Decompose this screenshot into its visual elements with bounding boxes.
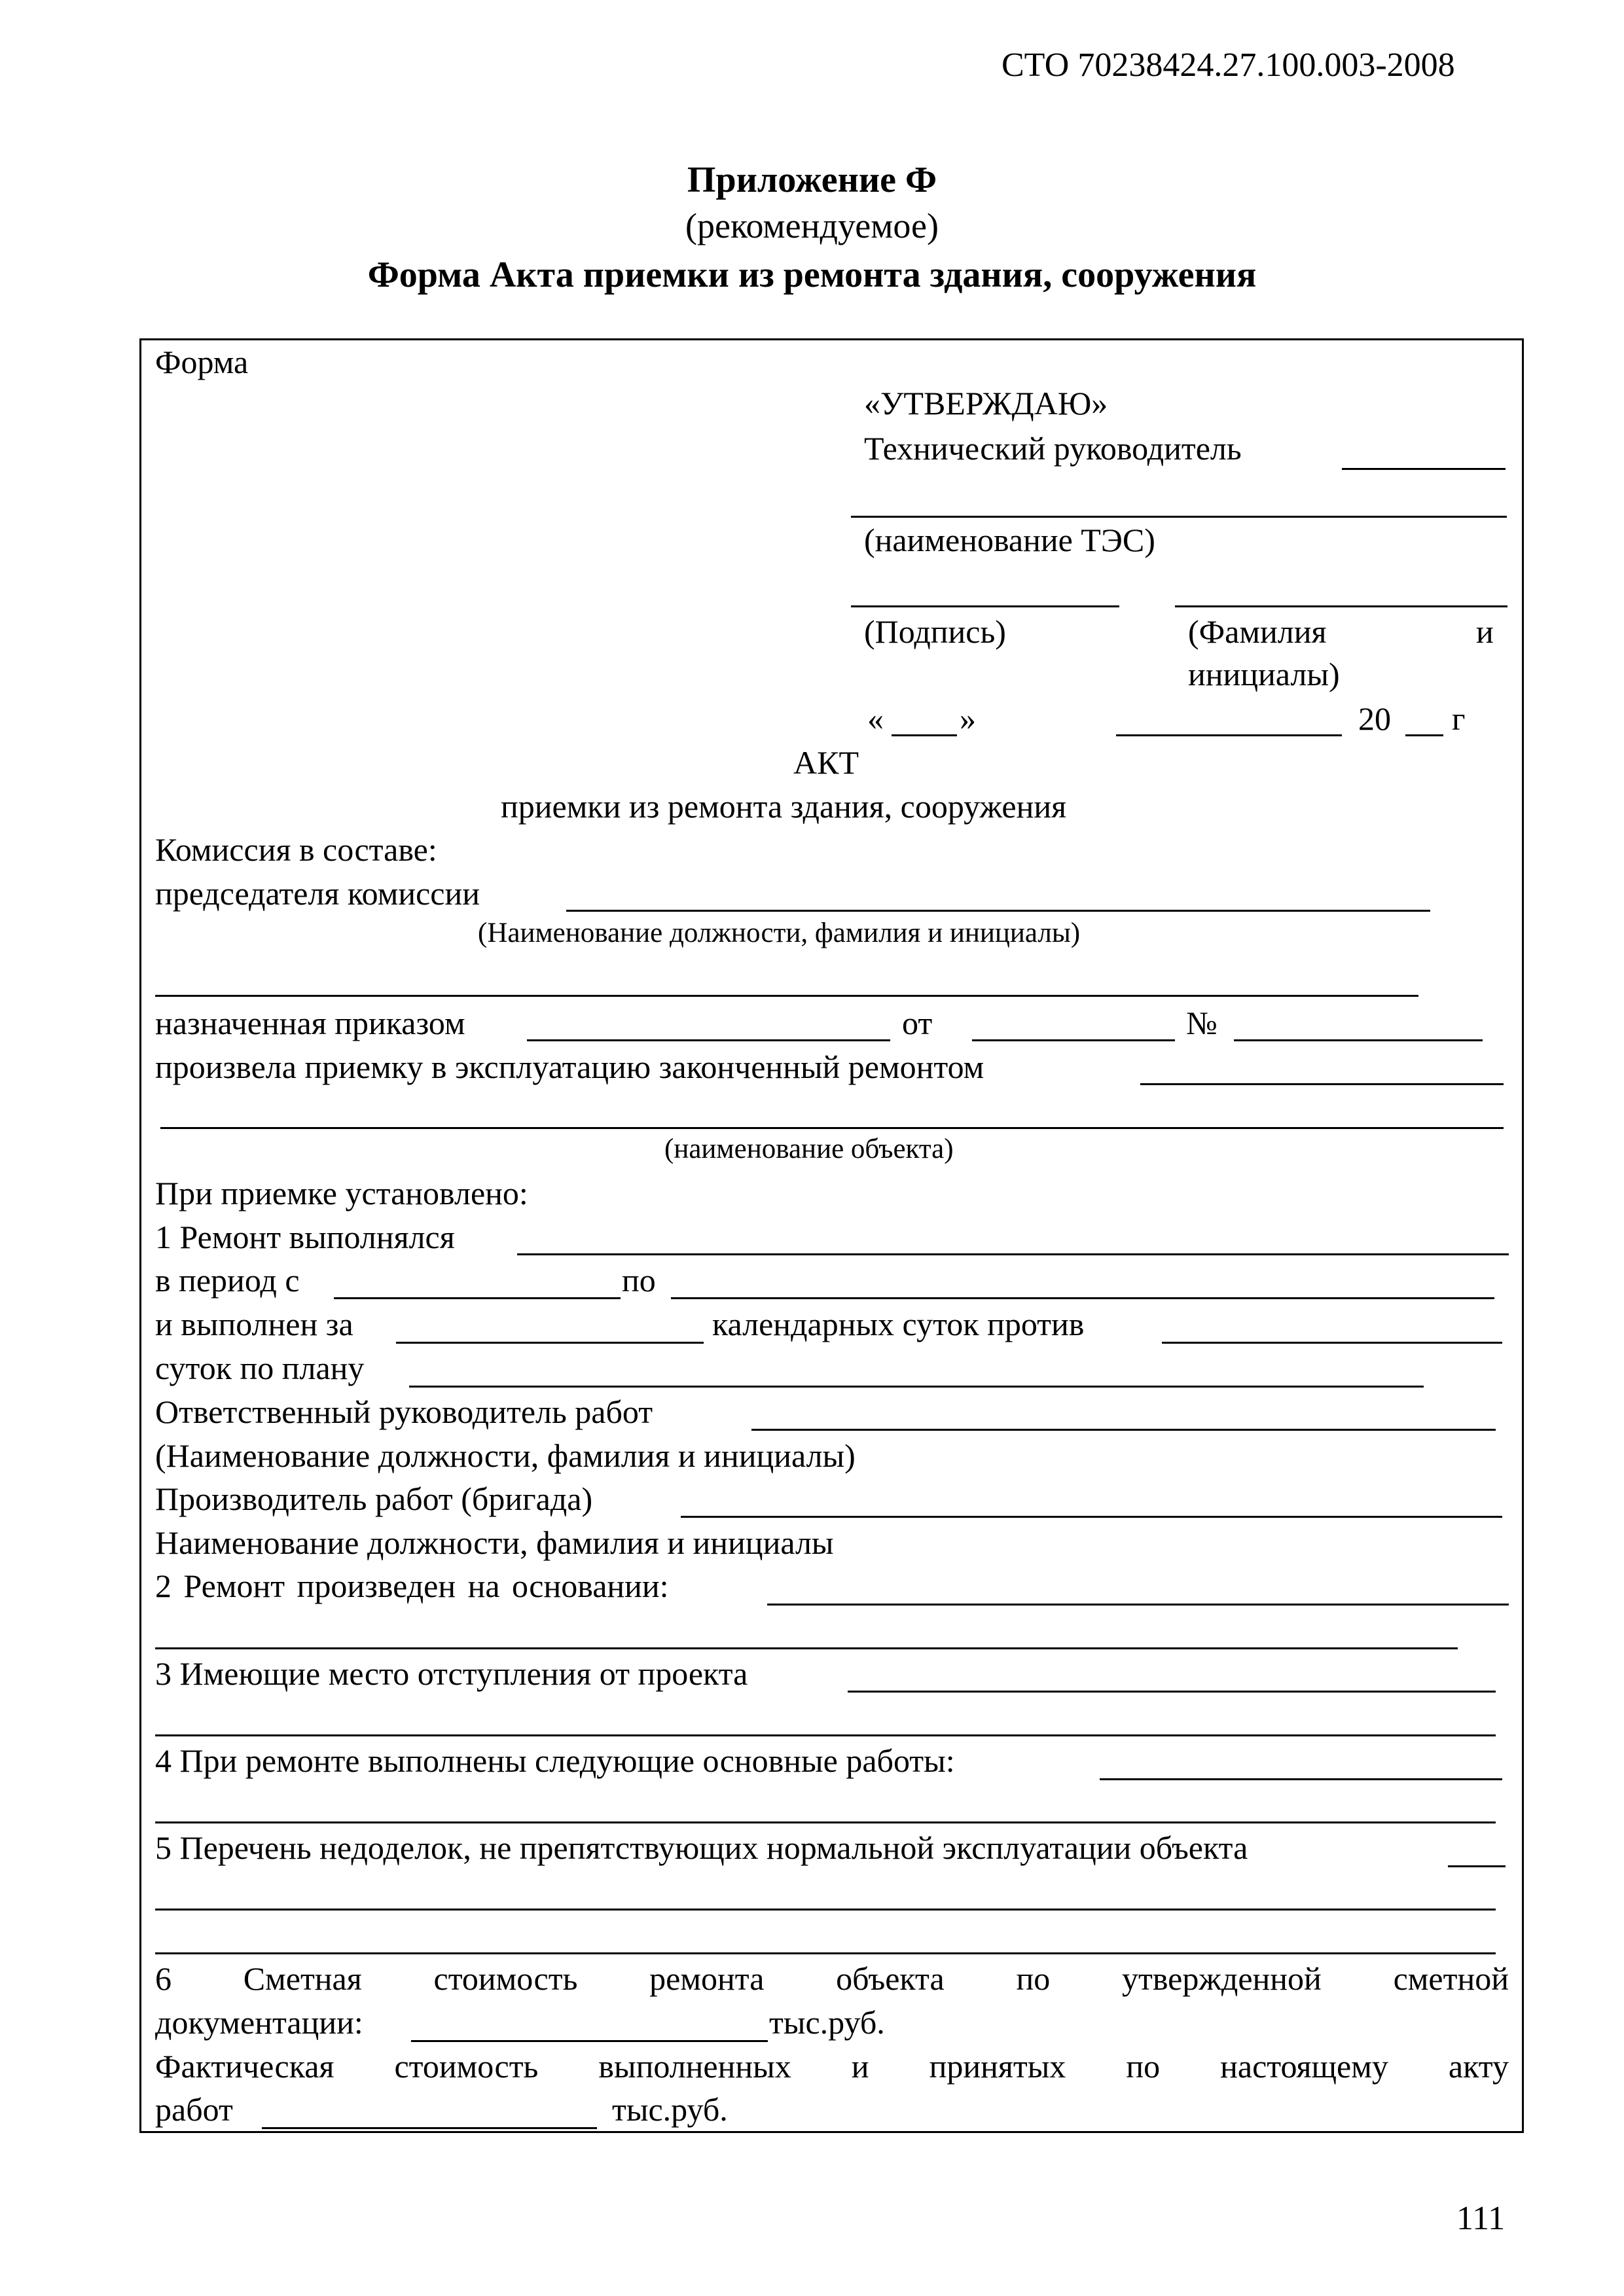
date-close-quote: » [960, 700, 976, 737]
period-to-field[interactable] [671, 1297, 1494, 1299]
days-plan-label: суток по плану [155, 1350, 365, 1386]
accepted-repair-label: произвела приемку в эксплуатацию законченный ремонтом [155, 1049, 984, 1085]
accepted-repair-field[interactable] [1140, 1083, 1504, 1085]
found-label: При приемке установлено: [155, 1175, 528, 1211]
actual-word: стоимость [394, 2048, 539, 2085]
actual-word: Фактическая [155, 2048, 334, 2085]
tech-head-signature-field[interactable] [1342, 468, 1506, 470]
days-plan-field[interactable] [409, 1386, 1424, 1388]
tpp-name-hint: (наименование ТЭС) [864, 522, 1155, 558]
responsible-head-field[interactable] [751, 1429, 1496, 1431]
commission-label: Комиссия в составе: [155, 831, 437, 868]
item5-extra-field-2[interactable] [155, 1952, 1496, 1954]
item5-extra-field-1[interactable] [155, 1909, 1496, 1910]
tpp-name-field[interactable] [851, 516, 1507, 518]
item6-word: 6 [155, 1960, 171, 1997]
item4-extra-field[interactable] [155, 1821, 1496, 1823]
appendix-title: Приложение Ф [687, 160, 937, 200]
item6-word: утвержденной [1122, 1960, 1322, 1997]
works-label: работ [155, 2091, 233, 2128]
item6-line [155, 1959, 1509, 1998]
item2-extra-field[interactable] [155, 1647, 1458, 1649]
responsible-hint: (Наименование должности, фамилия и инициалы) [155, 1437, 856, 1474]
appendix-subtitle: (рекомендуемое) [685, 206, 939, 245]
item1-field[interactable] [517, 1253, 1509, 1255]
item6-word: сметной [1393, 1960, 1509, 1997]
form-label: Форма [155, 344, 249, 380]
surname-and: и [1476, 613, 1494, 650]
actual-thousand-rub: тыс.руб. [612, 2091, 728, 2128]
year-suffix: г [1452, 700, 1466, 737]
chairman-label: председателя комиссии [155, 875, 480, 912]
actual-word: и [851, 2048, 869, 2085]
works-producer-label: Производитель работ (бригада) [155, 1480, 593, 1517]
year-field[interactable] [1405, 734, 1443, 736]
signature-hint: (Подпись) [864, 613, 1006, 650]
item1-label: 1 Ремонт выполнялся [155, 1219, 455, 1255]
surname-field[interactable] [1175, 605, 1507, 607]
period-to-label: по [622, 1262, 656, 1299]
appointed-order-label: назначенная приказом [155, 1005, 465, 1041]
producer-hint: Наименование должности, фамилия и инициалы [155, 1524, 834, 1561]
calendar-days-label: календарных суток против [712, 1306, 1085, 1342]
form-main-title: Форма Акта приемки из ремонта здания, сооружения [367, 255, 1257, 295]
order-number-field[interactable] [1234, 1039, 1483, 1041]
item2-field[interactable] [767, 1604, 1509, 1605]
actual-cost-line [155, 2047, 1509, 2086]
item4-label: 4 При ремонте выполнены следующие основные работы: [155, 1742, 955, 1779]
item5-label: 5 Перечень недоделок, не препятствующих нормальной эксплуатации объекта [155, 1829, 1248, 1866]
chairman-field[interactable] [566, 910, 1430, 912]
object-name-hint: (наименование объекта) [664, 1134, 954, 1164]
item6-documentation-label: документации: [155, 2004, 363, 2041]
actual-word: принятых [929, 2048, 1066, 2085]
signature-field[interactable] [851, 605, 1119, 607]
item3-field[interactable] [848, 1691, 1496, 1693]
order-date-field[interactable] [972, 1039, 1175, 1041]
approve-label: «УТВЕРЖДАЮ» [864, 385, 1108, 422]
period-from-label: в период с [155, 1262, 300, 1299]
chairman-extra-field[interactable] [155, 995, 1418, 997]
done-in-field[interactable] [396, 1342, 704, 1344]
actual-word: по [1126, 2048, 1161, 2085]
period-from-field[interactable] [334, 1297, 621, 1299]
document-code: СТО 70238424.27.100.003-2008 [1001, 46, 1455, 84]
object-name-field[interactable] [160, 1127, 1504, 1129]
number-sign: № [1186, 1005, 1218, 1041]
item6-word: ремонта [649, 1960, 765, 1997]
item6-word: по [1016, 1960, 1051, 1997]
from-label: от [902, 1005, 933, 1041]
item3-extra-field[interactable] [155, 1734, 1496, 1736]
estimate-thousand-rub: тыс.руб. [769, 2004, 885, 2041]
order-field[interactable] [527, 1039, 890, 1041]
item6-word: стоимость [433, 1960, 578, 1997]
chairman-position-hint: (Наименование должности, фамилия и инициалы) [478, 918, 1081, 948]
item3-label: 3 Имеющие место отступления от проекта [155, 1655, 748, 1692]
actual-word: акту [1448, 2048, 1509, 2085]
days-against-field[interactable] [1162, 1342, 1502, 1344]
item6-word: объекта [836, 1960, 945, 1997]
date-day-field[interactable] [892, 734, 957, 736]
page-number: 111 [1456, 2200, 1506, 2237]
item2-label: 2 Ремонт произведен на основании: [155, 1568, 669, 1604]
act-title: АКТ [793, 744, 859, 781]
item6-word: Сметная [243, 1960, 362, 1997]
works-producer-field[interactable] [681, 1516, 1502, 1518]
tech-head-label: Технический руководитель [864, 430, 1242, 467]
actual-cost-field[interactable] [262, 2127, 597, 2129]
initials-hint: инициалы) [1188, 656, 1340, 692]
date-month-field[interactable] [1116, 734, 1342, 736]
actual-word: настоящему [1220, 2048, 1388, 2085]
actual-word: выполненных [598, 2048, 791, 2085]
done-in-label: и выполнен за [155, 1306, 353, 1342]
date-open-quote: « [867, 700, 884, 737]
item5-field[interactable] [1448, 1865, 1506, 1867]
surname-hint: (Фамилия [1188, 613, 1327, 650]
estimate-cost-field[interactable] [411, 2040, 768, 2042]
responsible-head-label: Ответственный руководитель работ [155, 1393, 653, 1430]
act-subtitle: приемки из ремонта здания, сооружения [501, 788, 1067, 825]
year-prefix: 20 [1358, 700, 1391, 737]
item4-field[interactable] [1100, 1778, 1502, 1780]
